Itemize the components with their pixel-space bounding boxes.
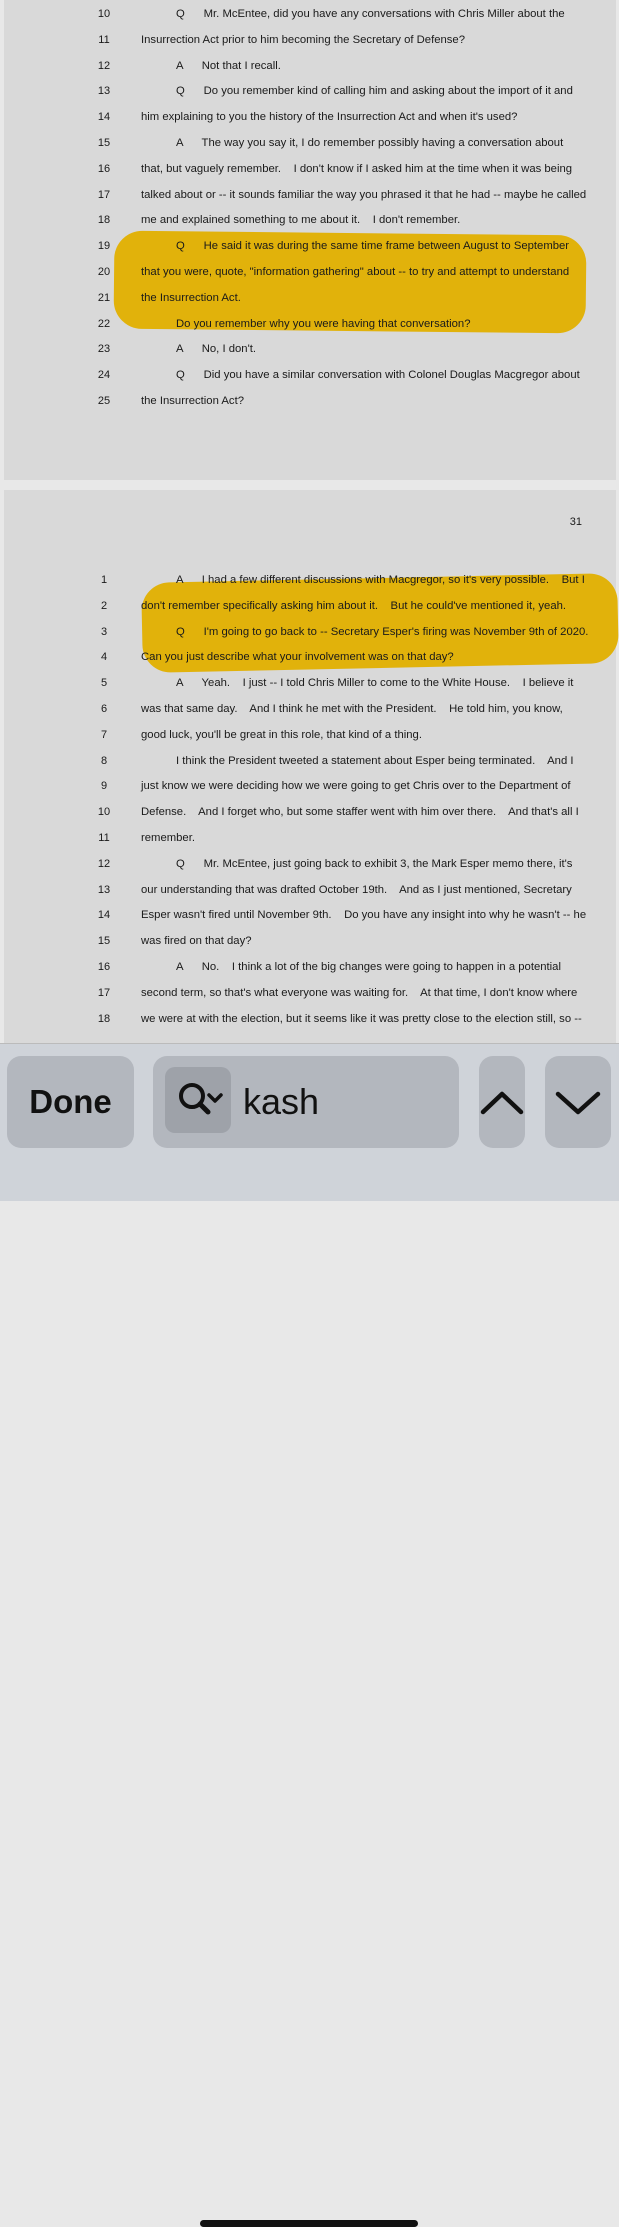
- search-value[interactable]: kash: [243, 1081, 320, 1122]
- transcript-line: [4, 208, 616, 232]
- transcript-line: [4, 1007, 616, 1031]
- transcript-line: [4, 157, 616, 181]
- line-text: Q I'm going to go back to -- Secretary Esper's firing was November 9th of 2020.: [176, 625, 589, 638]
- transcript-line: [4, 312, 616, 336]
- line-text: Do you remember why you were having that conversation?: [176, 317, 471, 330]
- home-indicator: [200, 2220, 418, 2227]
- line-number: 3: [100, 625, 108, 638]
- transcript-line: [4, 79, 616, 103]
- done-button[interactable]: Done: [7, 1056, 134, 1148]
- transcript-line: [4, 568, 616, 592]
- line-number: 20: [97, 266, 111, 278]
- line-number: 12: [97, 857, 111, 870]
- line-number: 2: [100, 599, 108, 612]
- line-number: 6: [100, 703, 108, 715]
- line-number: 11: [98, 832, 110, 844]
- line-number: 17: [97, 986, 111, 999]
- line-number: 8: [100, 754, 108, 767]
- line-text: him explaining to you the history of the Insurrection Act and when it's used?: [141, 111, 518, 124]
- chevron-down-icon: [545, 1056, 611, 1148]
- line-number: 14: [97, 909, 111, 922]
- line-text: the Insurrection Act?: [141, 395, 244, 407]
- transcript-line: [4, 54, 616, 78]
- line-text: A No. I think a lot of the big changes were going to happen in a potential: [176, 961, 561, 973]
- line-number: 5: [100, 677, 108, 690]
- line-number: 9: [100, 780, 108, 793]
- transcript-line: [4, 105, 616, 129]
- transcript-line: [4, 363, 616, 387]
- transcript-line: [4, 671, 616, 695]
- line-text: Q He said it was during the same time frame between August to September: [176, 240, 570, 253]
- line-text: good luck, you'll be great in this role, that kind of a thing.: [141, 728, 422, 741]
- document-page-2: [4, 490, 616, 1050]
- line-text: Insurrection Act prior to him becoming the Secretary of Defense?: [141, 33, 466, 46]
- page-number: 31: [569, 516, 582, 528]
- line-number: 16: [97, 162, 111, 175]
- line-number: 18: [97, 214, 111, 227]
- line-text: second term, so that's what everyone was waiting for. At that time, I don't know where: [141, 986, 578, 999]
- line-number: 15: [97, 137, 111, 149]
- line-number: 19: [97, 240, 111, 253]
- transcript-line: [4, 28, 616, 52]
- line-text: Esper wasn't fired until November 9th. Do you have any insight into why he wasn't -- he: [141, 909, 587, 922]
- transcript-line: [4, 878, 616, 902]
- line-text: the Insurrection Act.: [141, 291, 241, 304]
- transcript-line: [4, 723, 616, 747]
- transcript-line: [4, 697, 616, 721]
- transcript-line: [4, 826, 616, 850]
- line-number: 7: [100, 728, 108, 741]
- line-text: was that same day. And I think he met with the President. He told him, you know,: [141, 703, 563, 715]
- line-number: 23: [97, 343, 111, 356]
- line-number: 24: [97, 369, 111, 382]
- transcript-line: [4, 286, 616, 310]
- line-number: 22: [97, 317, 111, 330]
- find-toolbar: [0, 1043, 619, 1201]
- magnifier-with-chevron-icon[interactable]: [165, 1067, 231, 1133]
- transcript-line: [4, 981, 616, 1005]
- line-number: 4: [100, 651, 108, 664]
- line-text: Q Did you have a similar conversation with Colonel Douglas Macgregor about: [176, 369, 580, 382]
- line-text: don't remember specifically asking him about it. But he could've mentioned it, yeah.: [141, 599, 567, 612]
- document-page-1: [4, 0, 616, 480]
- transcript-line: [4, 2, 616, 26]
- line-number: 17: [97, 188, 111, 201]
- line-text: Q Do you remember kind of calling him and asking about the import of it and: [176, 85, 573, 98]
- line-text: me and explained something to me about it. I don't remember.: [141, 214, 461, 227]
- transcript-line: [4, 131, 616, 155]
- line-text: talked about or -- it sounds familiar the way you phrased it that he had -- maybe he called: [141, 188, 587, 201]
- line-number: 13: [97, 85, 111, 98]
- chevron-up-icon: [479, 1056, 525, 1148]
- transcript-line: [4, 929, 616, 953]
- transcript-line: [4, 389, 616, 413]
- line-text: A Not that I recall.: [176, 59, 281, 72]
- line-number: 10: [97, 806, 111, 819]
- line-text: I think the President tweeted a statement about Esper being terminated. And I: [176, 754, 574, 767]
- line-text: Q Mr. McEntee, just going back to exhibit 3, the Mark Esper memo there, it's: [176, 857, 573, 870]
- line-number: 15: [97, 935, 111, 948]
- find-search-field[interactable]: [153, 1056, 459, 1148]
- transcript-line: [4, 903, 616, 927]
- line-number: 1: [100, 574, 108, 586]
- transcript-line: [4, 749, 616, 773]
- line-number: 13: [97, 883, 111, 896]
- line-number: 18: [97, 1012, 111, 1025]
- line-text: Q Mr. McEntee, did you have any conversations with Chris Miller about the: [176, 8, 565, 20]
- line-number: 16: [97, 961, 111, 973]
- line-text: that you were, quote, "information gathering" about -- to try and attempt to understand: [141, 266, 570, 278]
- transcript-line: [4, 852, 616, 876]
- line-number: 11: [98, 33, 110, 46]
- line-number: 12: [97, 59, 111, 72]
- line-text: A No, I don't.: [176, 343, 257, 356]
- transcript-line: [4, 620, 616, 644]
- transcript-line: [4, 594, 616, 618]
- next-match-button[interactable]: [545, 1056, 611, 1148]
- line-text: A Yeah. I just -- I told Chris Miller to come to the White House. I believe it: [176, 677, 574, 690]
- line-text: just know we were deciding how we were going to get Chris over to the Department of: [141, 780, 571, 793]
- previous-match-button[interactable]: [479, 1056, 525, 1148]
- transcript-line: [4, 183, 616, 207]
- transcript-line: [4, 645, 616, 669]
- transcript-line: [4, 234, 616, 258]
- line-number: 21: [97, 291, 111, 304]
- line-text: remember.: [141, 832, 195, 844]
- transcript-line: [4, 337, 616, 361]
- line-number: 10: [97, 8, 111, 20]
- line-text: that, but vaguely remember. I don't know if I asked him at the time when it was being: [141, 162, 573, 175]
- line-text: A I had a few different discussions with Macgregor, so it's very possible. But I: [176, 574, 585, 586]
- transcript-line: [4, 800, 616, 824]
- line-text: our understanding that was drafted October 19th. And as I just mentioned, Secretary: [141, 883, 572, 896]
- line-number: 25: [97, 395, 111, 407]
- transcript-line: [4, 774, 616, 798]
- line-text: Defense. And I forget who, but some staffer went with him over there. And that's all I: [141, 806, 579, 819]
- transcript-line: [4, 955, 616, 979]
- line-number: 14: [97, 111, 111, 124]
- line-text: we were at with the election, but it seems like it was pretty close to the election still, so --: [141, 1012, 582, 1025]
- line-text: A The way you say it, I do remember possibly having a conversation about: [176, 137, 564, 149]
- line-text: Can you just describe what your involvement was on that day?: [141, 651, 454, 664]
- line-text: was fired on that day?: [141, 935, 252, 948]
- transcript-line: [4, 260, 616, 284]
